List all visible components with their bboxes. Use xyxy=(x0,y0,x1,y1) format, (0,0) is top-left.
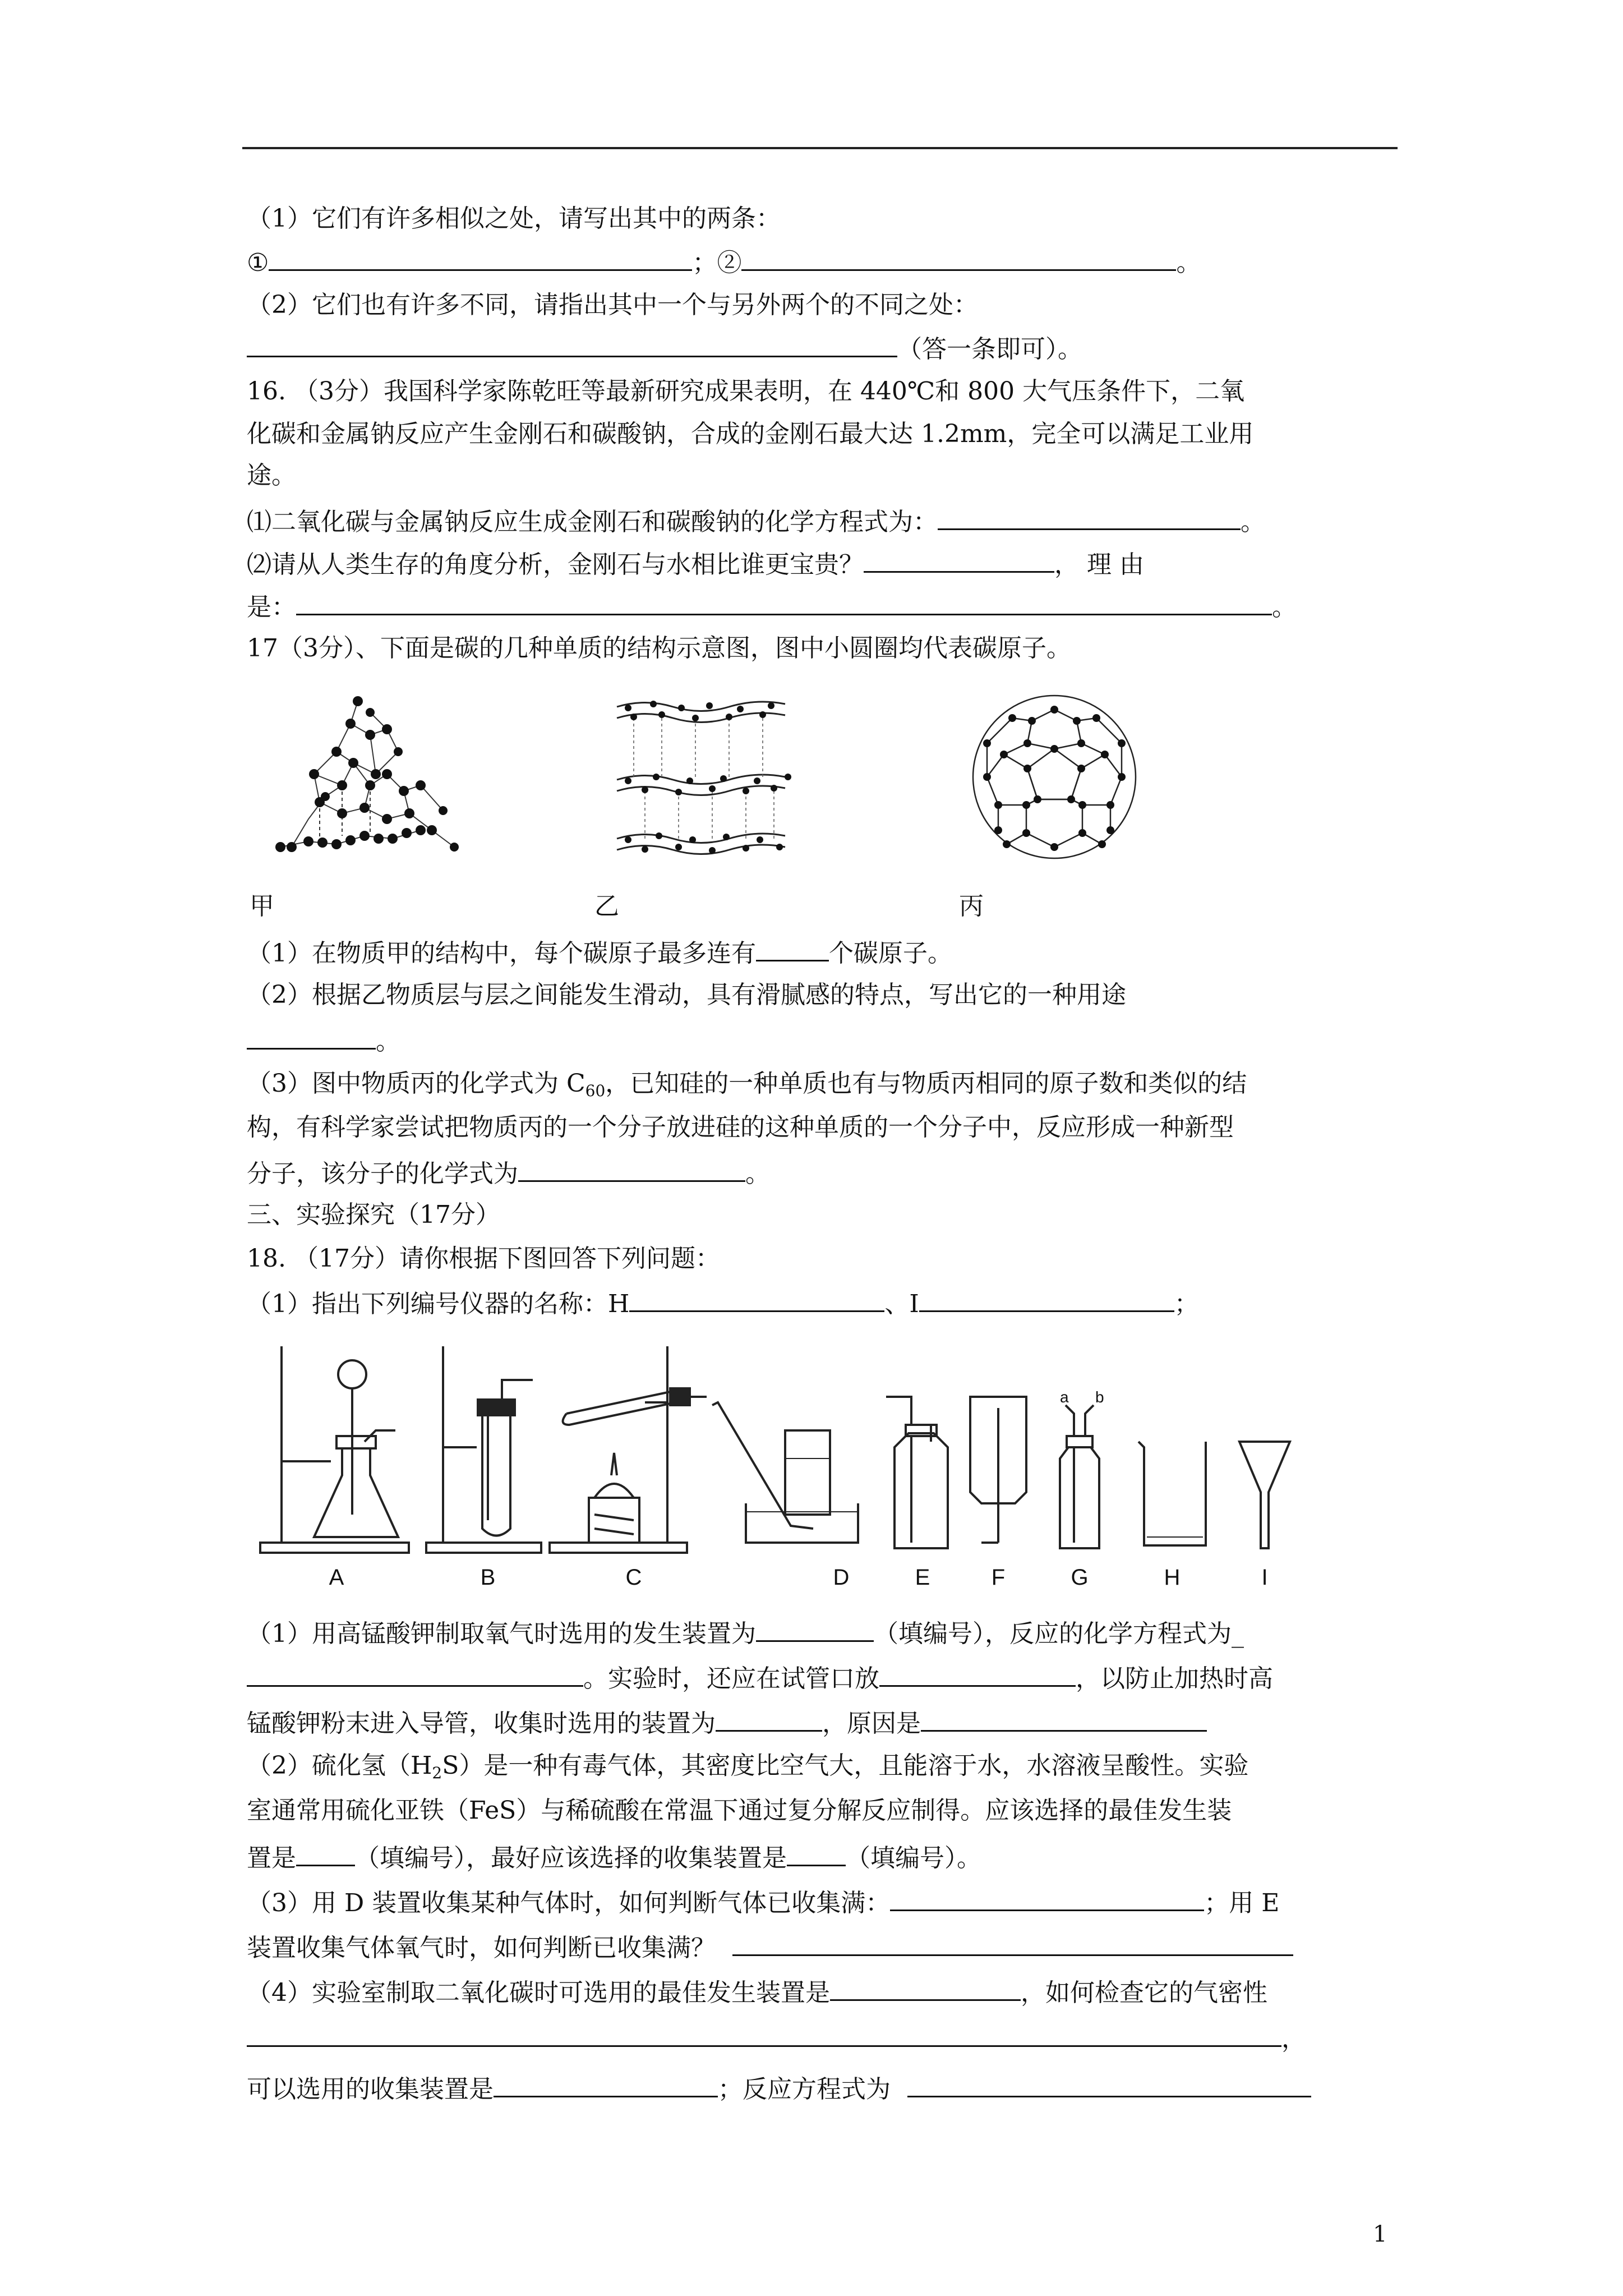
q17-part3-b: ，已知硅的一种单质也有与物质丙相同的原子数和类似的结 xyxy=(605,1069,1247,1098)
q17-part2-end: 。 xyxy=(376,1027,400,1056)
q15-blank-3[interactable] xyxy=(247,330,897,357)
q16-sub2 xyxy=(247,545,1144,582)
q18-part4-d: 可以选用的收集装置是 xyxy=(247,2075,494,2104)
apparatus-e xyxy=(886,1397,948,1548)
q18-part1-e: 锰酸钾粉末进入导管，收集时选用的装置为 xyxy=(247,1709,716,1738)
q18-part3-c: 装置收集气体氧气时，如何判断已收集满？ xyxy=(247,1934,716,1962)
q18-blank-gen-co2[interactable] xyxy=(830,1973,1021,2001)
q18-part1-d: ，以防止加热时高 xyxy=(1076,1664,1273,1693)
q18-part3-a: （3）用 D 装置收集某种气体时，如何判断气体已收集满： xyxy=(247,1889,891,1917)
q18-part2-f: （填编号）。 xyxy=(846,1844,981,1872)
q18-part3-b: ；用 E xyxy=(1204,1889,1280,1917)
q16-line3: 途。 xyxy=(247,461,296,490)
q17-part1-text: （1）在物质甲的结构中，每个碳原子最多连有 xyxy=(247,939,756,968)
q18-part4-b: ，如何检查它的气密性 xyxy=(1021,1978,1267,2007)
label-bing: 丙 xyxy=(959,892,984,921)
q18-part1-a: （1）用高锰酸钾制取氧气时选用的发生装置为 xyxy=(247,1619,756,1648)
q18-part1-l1 xyxy=(247,1614,1244,1651)
apparatus-g xyxy=(1060,1405,1099,1548)
q18-part2-l1 xyxy=(247,1749,1248,1790)
q17-blank-2[interactable] xyxy=(247,1022,376,1050)
q18-part0-a: （1）指出下列编号仪器的名称：H xyxy=(247,1290,630,1318)
q17-blank-1[interactable] xyxy=(756,934,829,961)
q16-line2: 化碳和金属钠反应产生金刚石和碳酸钠，合成的金刚石最大达 1.2mm，完全可以满足工业用 xyxy=(247,420,1254,448)
app-label-e: E xyxy=(915,1565,930,1590)
q15-blank-1[interactable] xyxy=(269,243,692,271)
section-three-heading: 三、实验探究（17分） xyxy=(247,1200,500,1229)
g-port-b: b xyxy=(1095,1388,1104,1406)
q18-blank-h[interactable] xyxy=(629,1285,884,1312)
q16-sub1-end: 。 xyxy=(1241,508,1265,536)
q18-blank-collect[interactable] xyxy=(716,1704,822,1732)
q18-part3-l2 xyxy=(247,1929,1293,1965)
q16-sub2-cont xyxy=(247,588,1297,624)
q16-sub2-shi: 是： xyxy=(247,593,296,622)
label-yi: 乙 xyxy=(594,892,619,921)
diamond-structure-figure xyxy=(258,690,471,858)
app-label-f: F xyxy=(991,1565,1006,1590)
apparatus-a xyxy=(260,1346,409,1553)
apparatus-c xyxy=(550,1346,707,1553)
apparatus-b xyxy=(426,1346,541,1553)
q18-blank-co2-equation[interactable] xyxy=(907,2070,1311,2097)
q18-part0 xyxy=(247,1285,1199,1321)
q18-blank-i[interactable] xyxy=(919,1285,1174,1312)
q17-part3-a: （3）图中物质丙的化学式为 C xyxy=(247,1069,585,1098)
q18-part1-l3 xyxy=(247,1704,1207,1741)
app-label-i: I xyxy=(1261,1565,1268,1590)
q17-blank-3[interactable] xyxy=(518,1154,745,1182)
app-label-b: B xyxy=(480,1565,496,1590)
q17-part2-answer xyxy=(247,1022,400,1059)
q16-blank-choice[interactable] xyxy=(864,545,1054,573)
app-label-h: H xyxy=(1164,1565,1181,1590)
q18-part1-f: ，原因是 xyxy=(822,1709,921,1738)
label-jia: 甲 xyxy=(250,892,274,921)
q15-part1 xyxy=(247,202,781,236)
q17-c60-subscript: 60 xyxy=(585,1082,606,1100)
q18-part4-l2 xyxy=(247,2019,1306,2056)
q18-blank-collect-co2[interactable] xyxy=(494,2070,718,2097)
q16-blank-reason[interactable] xyxy=(296,588,1272,615)
g-port-a: a xyxy=(1060,1388,1069,1406)
app-label-d: D xyxy=(833,1565,850,1590)
apparatus-h xyxy=(1138,1442,1206,1545)
q16-sub2-reason: ， 理 由 xyxy=(1054,550,1144,579)
q18-part0-end: ； xyxy=(1174,1290,1199,1318)
page-number: 1 xyxy=(1373,2221,1387,2247)
q17-part3-l3 xyxy=(247,1154,770,1191)
q18-part3-l1 xyxy=(247,1884,1279,1920)
graphite-structure-figure xyxy=(611,696,802,858)
q15-part2-tail: （答一条即可）。 xyxy=(897,335,1082,364)
q15-blank-2[interactable] xyxy=(741,243,1176,271)
q16-sub2-text: ⑵请从人类生存的角度分析，金刚石与水相比谁更宝贵？ xyxy=(247,550,864,579)
q18-part4-e: ；反应方程式为 xyxy=(718,2075,891,2104)
q15-end: 。 xyxy=(1176,249,1201,277)
app-label-a: A xyxy=(329,1565,344,1590)
q18-part2-b: S）是一种有毒气体，其密度比空气大，且能溶于水，水溶液呈酸性。实验 xyxy=(442,1751,1249,1780)
q18-part4-a: （4）实验室制取二氧化碳时可选用的最佳发生装置是 xyxy=(247,1978,830,2007)
q18-blank-equation[interactable] xyxy=(247,1659,583,1687)
q18-blank-tube-mouth[interactable] xyxy=(879,1659,1076,1687)
q15-circle1: ① xyxy=(247,249,269,277)
q18-title: 18. （17分）请你根据下图回答下列问题： xyxy=(247,1244,720,1273)
q17-part3-d: 分子，该分子的化学式为 xyxy=(247,1159,518,1188)
q18-part4-c: ， xyxy=(1281,2024,1306,2053)
apparatus-d xyxy=(712,1402,858,1543)
q15-part2-text: （2）它们也有许多不同，请指出其中一个与另外两个的不同之处： xyxy=(247,291,978,319)
c60-structure-figure xyxy=(965,687,1144,867)
q18-part0-b: 、I xyxy=(884,1290,919,1318)
q18-part4-l3 xyxy=(247,2070,1311,2106)
q17-part2: （2）根据乙物质层与层之间能发生滑动，具有滑腻感的特点，写出它的一种用途 xyxy=(247,981,1126,1009)
q18-part4-l1 xyxy=(247,1973,1267,2010)
q18-blank-airtight[interactable] xyxy=(247,2019,1281,2047)
q18-blank-gen-h2s[interactable] xyxy=(296,1839,355,1866)
q15-part1-text: （1）它们有许多相似之处，请写出其中的两条： xyxy=(247,204,781,233)
q18-blank-collect-h2s[interactable] xyxy=(787,1839,846,1866)
q18-part1-c: 。实验时，还应在试管口放 xyxy=(583,1664,879,1693)
app-label-g: G xyxy=(1071,1565,1089,1590)
apparatus-f xyxy=(970,1397,1026,1543)
q18-blank-d-full[interactable] xyxy=(890,1884,1204,1911)
q17-part3-end: 。 xyxy=(745,1159,770,1188)
q15-part2-answer xyxy=(247,330,1082,366)
q17-part3-l1 xyxy=(247,1067,1247,1108)
header-rule xyxy=(242,147,1398,149)
q18-blank-e-full[interactable] xyxy=(732,1929,1293,1956)
q18-part2-a: （2）硫化氢（H xyxy=(247,1751,432,1780)
q16-sub1-text: ⑴二氧化碳与金属钠反应生成金刚石和碳酸钠的化学方程式为： xyxy=(247,508,938,536)
q15-answers-line xyxy=(247,243,1201,280)
q16-line1: 16. （3分）我国科学家陈乾旺等最新研究成果表明，在 440℃和 800 大气压条件下，二氧 xyxy=(247,377,1245,406)
q18-blank-gen-kmno4[interactable] xyxy=(756,1614,874,1642)
q17-part1-tail: 个碳原子。 xyxy=(829,939,952,968)
q15-sep: ；② xyxy=(692,249,742,277)
app-label-c: C xyxy=(625,1565,642,1590)
q17-part3-l2: 构，有科学家尝试把物质丙的一个分子放进硅的这种单质的一个分子中，反应形成一种新型 xyxy=(247,1113,1234,1142)
q18-part2-l2: 室通常用硫化亚铁（FeS）与稀硫酸在常温下通过复分解反应制得。应该选择的最佳发生装 xyxy=(247,1796,1232,1825)
q16-sub1 xyxy=(247,503,1265,539)
q15-part2 xyxy=(247,288,978,322)
q18-part1-b: （填编号），反应的化学方程式为_ xyxy=(874,1619,1244,1648)
apparatus-i xyxy=(1239,1442,1290,1548)
q16-sub2-end: 。 xyxy=(1272,593,1297,622)
q17-title: 17（3分）、下面是碳的几种单质的结构示意图，图中小圆圈均代表碳原子。 xyxy=(247,634,1071,662)
q17-part1 xyxy=(247,934,952,970)
q18-blank-reason[interactable] xyxy=(921,1704,1207,1732)
q18-part2-e: （填编号），最好应该选择的收集装置是 xyxy=(355,1844,787,1872)
q18-h2s-subscript: 2 xyxy=(432,1764,442,1782)
q18-part1-l2 xyxy=(247,1659,1273,1696)
lab-apparatus-figure xyxy=(252,1335,1430,1593)
q18-part2-d: 置是 xyxy=(247,1844,296,1872)
q16-blank-equation[interactable] xyxy=(938,503,1241,530)
q18-part2-l3 xyxy=(247,1839,981,1875)
